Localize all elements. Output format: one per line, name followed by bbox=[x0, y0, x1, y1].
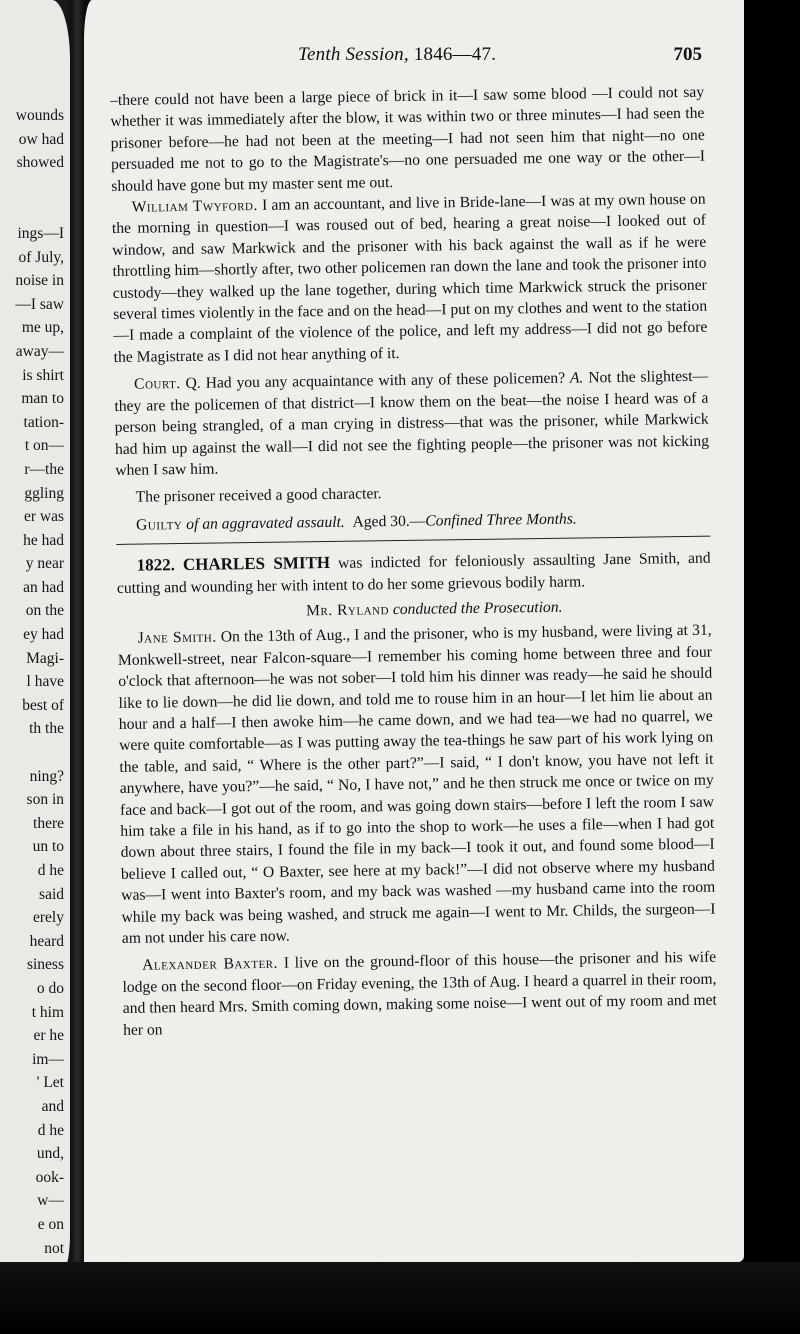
left-page-fragment: said bbox=[39, 885, 64, 903]
left-page-fragment: e on bbox=[37, 1215, 64, 1233]
paragraph-character: The prisoner received a good character. bbox=[135, 485, 382, 506]
indictment-text: was indicted for feloniously assaulting Jane Smith, and cutting and wounding her with intent to do her some grievous bodily harm. bbox=[116, 549, 711, 597]
testimony-text: I live on the ground-floor of this house—the prisoner and his wife lodge on the second floor—on Friday evening, the 13th of Aug. I heard a quarrel in their room, and then heard Mrs. Smith coming down, making some noise—I went out of my room and met her on bbox=[122, 949, 717, 1039]
testimony-text: I am an accountant, and live in Bride-lane—I was at my own house on the morning in question—I was roused out of bed, hearing a great noise—I looked out of window, and saw Markwick and the prisoner with his back against the wall as if he were throttling him—shortly after, two other policemen ran down the lane and took the prisoner into custody—they walked up the lane together, during which time Markwick struck the prisoner several times violently in the face and on the head—I put on my clothes and went to the station—I made a complaint of the violence of the police, and left my address—I did not go before the Magistrate as I did not hear anything of it. bbox=[111, 190, 708, 366]
left-page-fragment: d he bbox=[37, 862, 64, 879]
left-page-fragment: ' Let bbox=[36, 1074, 64, 1092]
left-facing-page bbox=[0, 0, 70, 1275]
defendant-name: CHARLES SMITH bbox=[182, 553, 331, 575]
paragraph-continuation: –there could not have been a large piece of brick in it—I saw some blood —I could not say whether it was immediately after the blow, it was within two or three minutes—I had seen the prisoner before—he had not been at the meeting—I had not seen him that night—no one persuaded me not to go to the Magistrate's—no one persuaded me one way or the other—I should have gone but my master sent me out. bbox=[110, 83, 706, 195]
left-page-fragment: away— bbox=[15, 342, 64, 360]
left-page-fragment: im— bbox=[32, 1050, 64, 1068]
verdict-guilty: Guilty bbox=[135, 515, 183, 534]
left-page-fragment: son in bbox=[26, 791, 64, 809]
section-divider bbox=[116, 536, 710, 545]
verdict-age: Aged 30.— bbox=[352, 512, 426, 531]
left-page-fragment: he had bbox=[23, 531, 64, 549]
left-page-fragment: noise in bbox=[15, 272, 64, 290]
left-page-fragment bbox=[15, 741, 64, 765]
left-page-fragment: ow had bbox=[18, 130, 64, 148]
left-page-fragment: heard bbox=[29, 932, 64, 950]
left-page-fragments bbox=[15, 104, 64, 1331]
case-number: 1822. bbox=[136, 555, 176, 575]
text-column bbox=[110, 82, 717, 1041]
book-gutter bbox=[70, 0, 84, 1290]
running-head bbox=[298, 44, 496, 66]
left-page-fragment: r—the bbox=[24, 460, 64, 478]
left-page-fragment: not bbox=[44, 1239, 64, 1257]
left-page-fragment: o do bbox=[36, 979, 64, 997]
left-page-fragment bbox=[15, 175, 64, 199]
left-page-fragment: erely bbox=[33, 909, 64, 927]
left-page-fragment: und, bbox=[36, 1145, 64, 1163]
question-text: Had you any acquaintance with any of these policemen? bbox=[205, 369, 566, 392]
prosecutor-name: Mr. Ryland bbox=[305, 601, 390, 620]
speaker-name: Jane Smith. bbox=[137, 628, 217, 648]
left-page-fragment: man to bbox=[21, 390, 64, 408]
left-page-fragment: d he bbox=[37, 1121, 64, 1139]
left-page-fragment: wounds bbox=[15, 107, 64, 124]
paragraph-baxter bbox=[122, 947, 717, 1041]
answer-marker: A. bbox=[569, 369, 584, 387]
left-page-fragment: an had bbox=[23, 578, 64, 596]
paragraph-twyford bbox=[111, 189, 707, 369]
speaker-name: Alexander Baxter. bbox=[142, 955, 279, 975]
bottom-strip bbox=[0, 1262, 800, 1334]
left-page-fragment: l have bbox=[26, 673, 64, 691]
left-page-fragment: t on— bbox=[24, 437, 64, 455]
speaker-name: William Twyford. bbox=[131, 196, 258, 216]
question-marker: Q. bbox=[185, 375, 201, 393]
left-page-fragment: ggling bbox=[24, 484, 64, 502]
testimony-text: On the 13th of Aug., I and the prisoner, who is my husband, were living at 31, Monkwell-street, near Falcon-square—I remember his coming home between three and four o'clock that afternoon—he was not sober—I told him his dinner was ready—he said he should like to lie down—he did lie down, and told me to rouse him in an hour—I let him lie about an hour and a half—I then awoke him—he came down, and we had tea—we had no quarrel, we were quite comfortable—as I was putting away the tea-things he saw part of his work lying on the table, and said, “ Where is the other part?”—I said, “ I don't know, you have not left it anywhere, have you?”—he said, “ No, I have not,” and he then struck me once or twice on my face and back—I got out of the room, and was going down stairs—before I left the room I saw him take a file in his hand, as if to go into the shop to work—he uses a file—when I had got down about three stairs, I found the file in my back—I took it out, and found some blood—I believe I called out, “ O Baxter, see here at my back!”—I did not observe where my husband was—I went into Baxter's room, and my back was washed —my husband came into the room while my back was being washed, and struck me again—I went to Mr. Childs, the surgeon—I am not under his care now. bbox=[117, 621, 716, 947]
left-page-fragment: th the bbox=[29, 720, 64, 738]
left-page-fragment: ings—I bbox=[17, 224, 64, 242]
answer-text: Not the slightest—they are the policemen of that district—I know them on the beat—the noise I heard was of a person being strangled, of a man crying in distress—that was the prisoner, while Markwick had him up against the wall—I did not see the fighting people—the prisoner was not kicking when I saw him. bbox=[114, 367, 710, 479]
left-page-fragment: on the bbox=[25, 602, 64, 620]
left-page-fragment: w— bbox=[37, 1192, 64, 1210]
running-head-session: Tenth Session, bbox=[298, 44, 409, 65]
left-page-fragment: un to bbox=[32, 838, 64, 856]
paragraph-jane-smith bbox=[118, 620, 716, 949]
left-page-fragment: Magi- bbox=[26, 649, 64, 667]
left-page-fragment: er he bbox=[33, 1027, 64, 1045]
left-page-fragment: y near bbox=[25, 555, 64, 573]
case-heading bbox=[116, 547, 711, 599]
page-number: 705 bbox=[673, 44, 702, 65]
left-page-fragment: t him bbox=[31, 1003, 64, 1021]
verdict-charge: of an aggravated assault. bbox=[186, 513, 345, 533]
left-page-fragment: and bbox=[41, 1097, 64, 1115]
left-page-fragment: is shirt bbox=[22, 366, 64, 384]
left-page-fragment: ning? bbox=[29, 767, 64, 785]
left-page-fragment bbox=[15, 198, 64, 222]
speaker-name: Court. bbox=[133, 375, 181, 393]
left-page-fragment: of July, bbox=[18, 248, 64, 266]
verdict-sentence: Confined Three Months. bbox=[425, 510, 577, 530]
left-page-fragment: er was bbox=[23, 508, 64, 526]
left-page-fragment: ook- bbox=[35, 1168, 64, 1186]
prosecution-line bbox=[117, 595, 711, 625]
left-page-fragment: siness bbox=[26, 956, 64, 974]
left-page-fragment: best of bbox=[22, 696, 64, 714]
left-page-fragment: tation- bbox=[23, 413, 64, 431]
left-page-fragment: showed bbox=[16, 154, 64, 172]
running-head-years: 1846—47. bbox=[413, 44, 497, 65]
right-edge bbox=[744, 0, 800, 1334]
left-page-fragment: —I saw bbox=[15, 295, 64, 313]
page-header bbox=[84, 44, 712, 78]
paragraph-court bbox=[114, 366, 709, 481]
left-page-fragment: me up, bbox=[21, 319, 64, 337]
left-page-fragment: there bbox=[33, 814, 64, 832]
prosecution-text: conducted the Prosecution. bbox=[392, 598, 563, 619]
left-page-fragment: ey had bbox=[23, 626, 64, 644]
